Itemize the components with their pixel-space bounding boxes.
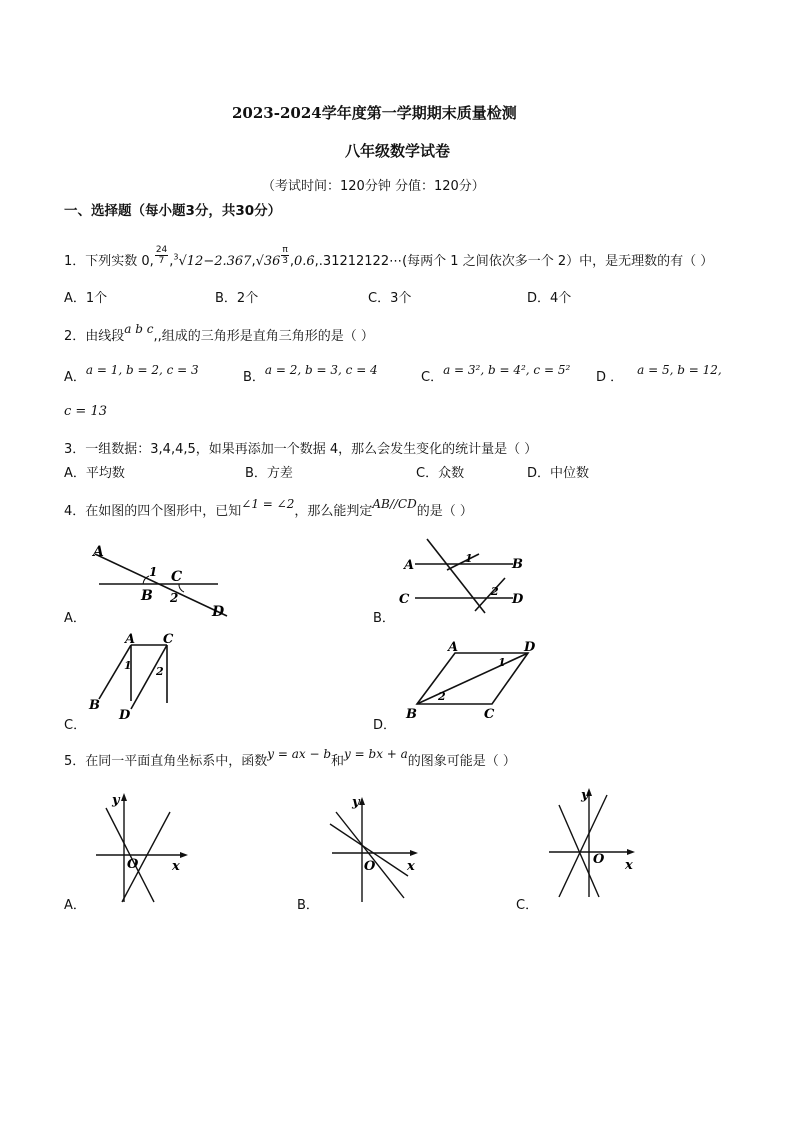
exam-info: （考试时间：120分钟 分值：120分）: [262, 179, 485, 194]
question-2: [64, 322, 374, 344]
q4-condition: ∠1 = ∠2: [241, 497, 295, 511]
q2-option-d-cont: c = 13: [64, 404, 107, 419]
q1-fraction: $\frac{24}{7}$: [155, 245, 168, 266]
q3-option-c[interactable]: C．众数: [416, 466, 465, 481]
q2-option-d-math: a = 5, b = 12,: [637, 363, 722, 377]
q4-figure-a: [85, 538, 230, 620]
q4-parallel: AB//CD: [372, 497, 417, 511]
fig-d-label-c: C: [484, 707, 495, 722]
q1-option-b[interactable]: B．2个: [215, 291, 259, 306]
fig-d-label-b: B: [406, 707, 417, 722]
q1-tail: ,.31212122⋯(每两个 1 之间依次多一个 2）中，是无理数的有（ ）: [314, 254, 714, 269]
fig-c-label-b: B: [89, 698, 100, 713]
q1-prefix: 1．下列实数 0,: [64, 254, 154, 269]
q2-option-a-math: a = 1, b = 2, c = 3: [85, 363, 199, 377]
q5-function-1: y = ax − b: [267, 747, 332, 761]
q4-figure-c: [85, 631, 185, 723]
fig-a-label-c: C: [171, 569, 183, 585]
q3-option-d[interactable]: D．中位数: [527, 466, 590, 481]
exam-subtitle: 八年级数学试卷: [345, 142, 451, 160]
q4-suffix: 的是（ ）: [416, 504, 473, 519]
section-heading: 一、选择题（每小题3分，共30分）: [64, 203, 282, 219]
q1-repeat: 0.6̇: [293, 254, 315, 269]
question-4: [64, 497, 473, 519]
fig-c-label-a: A: [125, 632, 136, 647]
fig-c-label-2: 2: [156, 665, 164, 678]
q5-label-b[interactable]: B．: [297, 898, 319, 913]
q5-a-y-label: y: [112, 793, 120, 808]
q2-option-b-label: B．: [243, 370, 265, 385]
q5-b-origin: O: [364, 859, 376, 874]
question-3: 3．一组数据：3,4,4,5，如果再添加一个数据 4，那么会发生变化的统计量是（ ）: [64, 442, 538, 457]
q1-sep1: ,: [169, 254, 174, 269]
exam-title: 2023-2024学年度第一学期期末质量检测: [232, 104, 517, 122]
q3-option-a[interactable]: A．平均数: [64, 466, 125, 481]
q1-pi-fraction: $\frac{\pi}{3}$: [282, 245, 288, 266]
q2-prefix: 2．由线段: [64, 329, 125, 344]
q4-figure-b: [395, 533, 530, 615]
q5-prefix: 5．在同一平面直角坐标系中，函数: [64, 754, 268, 769]
fig-a-label-d: D: [212, 604, 225, 620]
q5-b-y-label: y: [352, 795, 360, 810]
q5-c-y-label: y: [581, 788, 589, 803]
q5-graph-b: [328, 790, 428, 902]
q5-function-2: y = bx + a: [344, 747, 408, 761]
fig-d-label-2: 2: [438, 690, 446, 703]
fig-b-label-c: C: [399, 592, 410, 607]
q2-option-d[interactable]: [596, 363, 722, 385]
q5-mid: 和: [331, 754, 345, 769]
question-5: [64, 747, 516, 769]
q1-option-a[interactable]: A．1个: [64, 291, 108, 306]
q2-option-a-label: A．: [64, 370, 86, 385]
q5-c-x-label: x: [625, 858, 633, 873]
q5-suffix: 的图象可能是（ ）: [407, 754, 516, 769]
fig-a-label-2: 2: [170, 591, 179, 605]
q1-cbrt-arg: √12: [178, 254, 204, 269]
q5-c-origin: O: [593, 852, 605, 867]
q5-label-a[interactable]: A．: [64, 898, 86, 913]
q2-vars: a b c: [124, 322, 154, 336]
fig-d-label-d: D: [524, 640, 536, 655]
fig-c-label-d: D: [119, 708, 131, 723]
q4-label-a[interactable]: A．: [64, 611, 86, 626]
fig-b-label-d: D: [512, 592, 524, 607]
q4-prefix: 4．在如图的四个图形中，已知: [64, 504, 242, 519]
q5-graph-c: [545, 781, 645, 899]
q2-option-c-math: a = 3², b = 4², c = 5²: [443, 363, 571, 377]
fig-b-label-2: 2: [491, 585, 499, 598]
q1-sep2: ,: [251, 254, 256, 269]
q1-decimal: −2.367: [203, 254, 252, 269]
q4-figure-d: [400, 638, 545, 724]
q4-label-b[interactable]: B．: [373, 611, 395, 626]
q5-a-origin: O: [127, 857, 139, 872]
q4-label-c[interactable]: C．: [64, 718, 87, 733]
fig-c-label-1: 1: [124, 659, 132, 672]
fig-b-label-a: A: [404, 558, 415, 573]
fig-c-label-c: C: [163, 632, 174, 647]
fig-a-label-a: A: [93, 544, 104, 560]
q5-b-x-label: x: [407, 859, 415, 874]
fig-d-label-a: A: [448, 640, 459, 655]
q1-option-d[interactable]: D．4个: [527, 291, 572, 306]
q5-graph-a: [92, 786, 192, 906]
q2-suffix: ,,组成的三角形是直角三角形的是（ ）: [153, 329, 374, 344]
q2-option-c[interactable]: [421, 363, 571, 385]
q2-option-d-label: D ．: [596, 370, 624, 385]
question-1: [64, 245, 714, 272]
fig-b-label-b: B: [512, 557, 523, 572]
fig-a-label-1: 1: [149, 565, 158, 579]
q5-label-c[interactable]: C．: [516, 898, 539, 913]
q5-a-x-label: x: [172, 859, 180, 874]
q4-mid: ，那么能判定: [294, 504, 373, 519]
q4-label-d[interactable]: D．: [373, 718, 397, 733]
q1-option-c[interactable]: C．3个: [368, 291, 412, 306]
fig-d-label-1: 1: [498, 656, 506, 669]
q2-option-b[interactable]: [243, 363, 378, 385]
q2-option-b-math: a = 2, b = 3, c = 4: [264, 363, 378, 377]
fig-a-label-b: B: [141, 588, 153, 604]
q3-option-b[interactable]: B．方差: [245, 466, 293, 481]
q1-cbrt-index: 3: [173, 252, 179, 262]
q2-option-a[interactable]: [64, 363, 199, 385]
q1-sqrt: √36: [255, 254, 281, 269]
q2-option-c-label: C．: [421, 370, 444, 385]
q1-sep3: ,: [289, 254, 294, 269]
fig-b-label-1: 1: [465, 552, 473, 565]
